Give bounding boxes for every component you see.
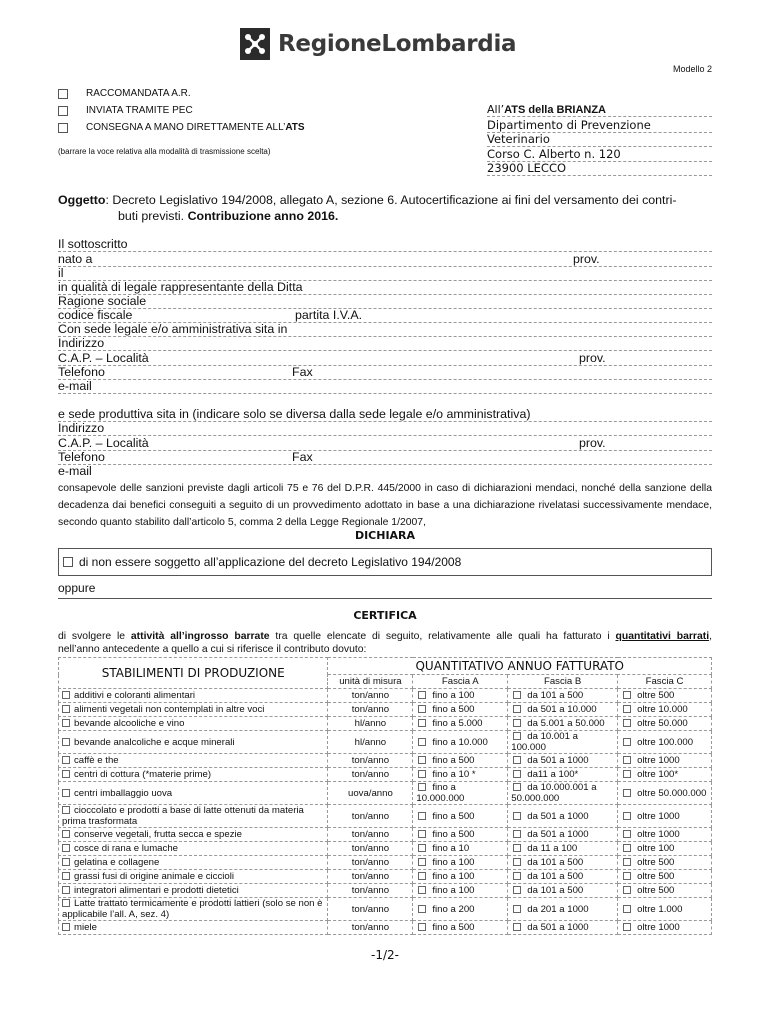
table-row: [59, 703, 712, 717]
checkbox[interactable]: [63, 557, 73, 567]
table-row: [59, 731, 712, 754]
checkbox[interactable]: [58, 89, 68, 99]
logo-text: RegioneLombardia: [278, 31, 517, 57]
fascia-b-option[interactable]: da 11 a 100: [508, 842, 618, 856]
checkbox[interactable]: [513, 691, 521, 699]
unita-cell: ton/anno: [328, 856, 413, 870]
stabilimento-checkbox[interactable]: bevande alcooliche e vino: [59, 717, 328, 731]
checkbox[interactable]: [623, 905, 631, 913]
fascia-a-option[interactable]: fino a 100: [413, 870, 508, 884]
checkbox[interactable]: [418, 905, 426, 913]
checkbox[interactable]: [513, 886, 521, 894]
table-row: [59, 717, 712, 731]
checkbox[interactable]: [418, 705, 426, 713]
fascia-a-option[interactable]: fino a 500: [413, 703, 508, 717]
fascia-b-option[interactable]: da 101 a 500: [508, 689, 618, 703]
fascia-c-option[interactable]: oltre 100*: [618, 768, 712, 782]
stabilimento-checkbox[interactable]: centri imballaggio uova: [59, 782, 328, 805]
checkbox[interactable]: [62, 923, 70, 931]
fax-label: Fax: [292, 450, 313, 464]
fascia-b-option[interactable]: da 101 a 500: [508, 870, 618, 884]
stabilimento-checkbox[interactable]: grassi fusi di origine animale e ciccioli: [59, 870, 328, 884]
checkbox[interactable]: [418, 812, 426, 820]
stabilimento-checkbox[interactable]: cosce di rana e lumache: [59, 842, 328, 856]
fascia-a-option[interactable]: fino a 500: [413, 921, 508, 935]
header-unita: unità di misura: [328, 675, 413, 689]
fascia-b-option[interactable]: da 501 a 1000: [508, 921, 618, 935]
checkbox[interactable]: [418, 886, 426, 894]
stabilimento-checkbox[interactable]: caffè e the: [59, 754, 328, 768]
fascia-c-option[interactable]: oltre 50.000: [618, 717, 712, 731]
stabilimento-checkbox[interactable]: gelatina e collagene: [59, 856, 328, 870]
checkbox[interactable]: [513, 770, 521, 778]
field-telefono-2[interactable]: Telefono Fax: [58, 450, 712, 465]
fascia-b-option[interactable]: da 10.000.001 a 50.000.000: [508, 782, 618, 805]
fascia-a-option[interactable]: fino a 200: [413, 898, 508, 921]
fascia-b-option[interactable]: da11 a 100*: [508, 768, 618, 782]
unita-cell: hl/anno: [328, 717, 413, 731]
unita-cell: uova/anno: [328, 782, 413, 805]
fascia-c-option[interactable]: oltre 1000: [618, 921, 712, 935]
consapevole-text: consapevole delle sanzioni previste dagli articoli 75 e 76 del D.P.R. 445/2000 in caso di dichiarazioni mendaci, nonché della sanzione della decadenza dai benefici conseguiti a seguito di un provvedimento adottato in base a una dichiarazione rivelatasi successivamente mendace, secondo quanto stabilito dall’articolo 5, comma 2 della Legge Regionale 1/2007,: [58, 483, 712, 528]
header-fascia-a: Fascia A: [413, 675, 508, 689]
fascia-a-option[interactable]: fino a 10: [413, 842, 508, 856]
field-indirizzo-2[interactable]: Indirizzo: [58, 421, 712, 436]
checkbox[interactable]: [62, 691, 70, 699]
fascia-c-option[interactable]: oltre 1000: [618, 805, 712, 828]
checkbox[interactable]: [58, 106, 68, 116]
unita-cell: ton/anno: [328, 805, 413, 828]
checkbox[interactable]: [513, 732, 521, 740]
stabilimento-checkbox[interactable]: integratori alimentari e prodotti dietetici: [59, 884, 328, 898]
table-row: [59, 689, 712, 703]
field-ragione-sociale[interactable]: Ragione sociale: [58, 294, 712, 309]
checkbox[interactable]: [623, 719, 631, 727]
checkbox[interactable]: [623, 830, 631, 838]
dichiara-heading: DICHIARA: [354, 529, 416, 542]
table-row: [59, 856, 712, 870]
field-qualita[interactable]: in qualità di legale rappresentante della Ditta: [58, 280, 712, 295]
field-email-2[interactable]: e-mail: [58, 464, 92, 478]
checkbox[interactable]: [62, 830, 70, 838]
field-sottoscritto[interactable]: Il sottoscritto: [58, 237, 712, 252]
table-row: [59, 828, 712, 842]
header-fascia-c: Fascia C: [618, 675, 712, 689]
fascia-a-option[interactable]: fino a 500: [413, 828, 508, 842]
unita-cell: ton/anno: [328, 689, 413, 703]
fascia-a-option[interactable]: fino a 10.000.000: [413, 782, 508, 805]
field-sede-legale[interactable]: Con sede legale e/o amministrativa sita in: [58, 322, 712, 337]
checkbox[interactable]: [513, 812, 521, 820]
checkbox[interactable]: [623, 872, 631, 880]
stabilimenti-table: [58, 657, 712, 935]
checkbox[interactable]: [418, 691, 426, 699]
field-sede-produttiva[interactable]: e sede produttiva sita in (indicare solo se diversa dalla sede legale e/o amministrativa): [58, 407, 712, 422]
fascia-c-option[interactable]: oltre 500: [618, 689, 712, 703]
checkbox[interactable]: [62, 886, 70, 894]
checkbox[interactable]: [62, 738, 70, 746]
checkbox[interactable]: [418, 756, 426, 764]
checkbox[interactable]: [418, 719, 426, 727]
fascia-c-option[interactable]: oltre 500: [618, 884, 712, 898]
option-pec[interactable]: INVIATA TRAMITE PEC: [58, 105, 193, 116]
recipient-line: Dipartimento di Prevenzione: [487, 118, 712, 133]
field-email[interactable]: e-mail: [58, 379, 712, 394]
modello-label: Modello 2: [672, 64, 712, 74]
unita-cell: ton/anno: [328, 842, 413, 856]
table-row: [59, 870, 712, 884]
table-row: [59, 805, 712, 828]
checkbox[interactable]: [62, 789, 70, 797]
recipient-line: Corso C. Alberto n. 120: [487, 147, 712, 162]
checkbox[interactable]: [418, 770, 426, 778]
checkbox[interactable]: [418, 923, 426, 931]
checkbox[interactable]: [418, 783, 426, 791]
checkbox[interactable]: [418, 858, 426, 866]
unita-cell: ton/anno: [328, 884, 413, 898]
stabilimento-checkbox[interactable]: miele: [59, 921, 328, 935]
checkbox[interactable]: [62, 872, 70, 880]
dichiara-option[interactable]: di non essere soggetto all’applicazione del decreto Legislativo 194/2008: [58, 548, 712, 576]
checkbox[interactable]: [62, 719, 70, 727]
checkbox[interactable]: [513, 830, 521, 838]
checkbox[interactable]: [623, 844, 631, 852]
logo: [240, 26, 516, 62]
checkbox[interactable]: [623, 770, 631, 778]
unita-cell: ton/anno: [328, 768, 413, 782]
fascia-b-option[interactable]: da 501 a 10.000: [508, 703, 618, 717]
fascia-c-option[interactable]: oltre 100.000: [618, 731, 712, 754]
fascia-a-option[interactable]: fino a 500: [413, 805, 508, 828]
fascia-a-option[interactable]: fino a 10.000: [413, 731, 508, 754]
fascia-c-option[interactable]: oltre 100: [618, 842, 712, 856]
checkbox[interactable]: [418, 872, 426, 880]
oggetto: Oggetto: Decreto Legislativo 194/2008, allegato A, sezione 6. Autocertificazione ai fini del versamento dei contri- buti previsti. Contribuzione anno 2016.: [58, 193, 677, 223]
fascia-c-option[interactable]: oltre 10.000: [618, 703, 712, 717]
fascia-a-option[interactable]: fino a 10 *: [413, 768, 508, 782]
unita-cell: ton/anno: [328, 828, 413, 842]
unita-cell: ton/anno: [328, 703, 413, 717]
checkbox[interactable]: [418, 844, 426, 852]
checkbox[interactable]: [513, 705, 521, 713]
recipient-line: Veterinario: [487, 132, 712, 147]
stabilimento-checkbox[interactable]: bevande analcoliche e acque minerali: [59, 731, 328, 754]
fascia-c-option[interactable]: oltre 1000: [618, 754, 712, 768]
checkbox[interactable]: [62, 899, 70, 907]
stabilimento-checkbox[interactable]: Latte trattato termicamente e prodotti lattieri (solo se non è applicabile l’all. A, sez. 4): [59, 898, 328, 921]
fax-label: Fax: [292, 365, 313, 379]
field-cap-2[interactable]: C.A.P. – Località prov.: [58, 436, 712, 451]
checkbox[interactable]: [623, 789, 631, 797]
stabilimento-checkbox[interactable]: centri di cottura (*materie prime): [59, 768, 328, 782]
checkbox[interactable]: [62, 844, 70, 852]
checkbox[interactable]: [623, 738, 631, 746]
field-indirizzo[interactable]: Indirizzo: [58, 336, 712, 351]
checkbox[interactable]: [513, 858, 521, 866]
checkbox[interactable]: [62, 705, 70, 713]
certifica-heading: CERTIFICA: [353, 609, 417, 622]
fascia-b-option[interactable]: da 501 a 1000: [508, 754, 618, 768]
table-row: [59, 842, 712, 856]
fascia-c-option[interactable]: oltre 1.000: [618, 898, 712, 921]
fascia-a-option[interactable]: fino a 5.000: [413, 717, 508, 731]
option-raccomandata[interactable]: RACCOMANDATA A.R.: [58, 88, 191, 99]
fascia-b-option[interactable]: da 201 a 1000: [508, 898, 618, 921]
unita-cell: ton/anno: [328, 921, 413, 935]
fascia-c-option[interactable]: oltre 50.000.000: [618, 782, 712, 805]
stabilimento-checkbox[interactable]: additivi e coloranti alimentari: [59, 689, 328, 703]
fascia-b-option[interactable]: da 501 a 1000: [508, 805, 618, 828]
fascia-c-option[interactable]: oltre 500: [618, 856, 712, 870]
unita-cell: hl/anno: [328, 731, 413, 754]
certifica-text: di svolgere le attività all’ingrosso barrate tra quelle elencate di seguito, relativamente alle quali ha fatturato i quantitativi barrati, nell’anno antecedente a quello a cui si riferisce il contributo dovuto:: [58, 631, 712, 655]
fascia-c-option[interactable]: oltre 500: [618, 870, 712, 884]
header-stabilimenti: STABILIMENTI DI PRODUZIONE: [59, 658, 328, 689]
recipient-line: 23900 LECCO: [487, 161, 712, 176]
rosa-camuna-icon: [240, 28, 270, 60]
fascia-a-option[interactable]: fino a 100: [413, 689, 508, 703]
checkbox[interactable]: [513, 783, 521, 791]
table-row: [59, 782, 712, 805]
stabilimento-checkbox[interactable]: alimenti vegetali non contemplati in altre voci: [59, 703, 328, 717]
prov-label: prov.: [573, 252, 600, 266]
fascia-b-option[interactable]: da 101 a 500: [508, 884, 618, 898]
field-codice-fiscale[interactable]: codice fiscale partita I.V.A.: [58, 308, 712, 323]
checkbox[interactable]: [513, 756, 521, 764]
prov-label: prov.: [579, 351, 606, 365]
checkbox[interactable]: [623, 858, 631, 866]
checkbox[interactable]: [623, 705, 631, 713]
unita-cell: ton/anno: [328, 870, 413, 884]
checkbox[interactable]: [623, 691, 631, 699]
checkbox[interactable]: [62, 770, 70, 778]
checkbox[interactable]: [513, 905, 521, 913]
stabilimento-checkbox[interactable]: cioccolato e prodotti a base di latte ottenuti da materia prima trasformata: [59, 805, 328, 828]
checkbox[interactable]: [418, 738, 426, 746]
field-cap[interactable]: C.A.P. – Località prov.: [58, 351, 712, 366]
checkbox[interactable]: [513, 923, 521, 931]
delivery-note: (barrare la voce relativa alla modalità di trasmissione scelta): [58, 147, 271, 156]
field-telefono[interactable]: Telefono Fax: [58, 365, 712, 380]
unita-cell: ton/anno: [328, 754, 413, 768]
stabilimento-checkbox[interactable]: conserve vegetali, frutta secca e spezie: [59, 828, 328, 842]
header-fascia-b: Fascia B: [508, 675, 618, 689]
table-row: [59, 768, 712, 782]
fascia-a-option[interactable]: fino a 100: [413, 884, 508, 898]
checkbox[interactable]: [62, 806, 70, 814]
option-consegna-mano[interactable]: CONSEGNA A MANO DIRETTAMENTE ALL’ ATS: [58, 122, 305, 133]
table-row: [59, 754, 712, 768]
fascia-b-option[interactable]: da 10.001 a 100.000: [508, 731, 618, 754]
fascia-b-option[interactable]: da 501 a 1000: [508, 828, 618, 842]
field-nato-a[interactable]: nato a prov.: [58, 252, 712, 267]
fascia-c-option[interactable]: oltre 1000: [618, 828, 712, 842]
checkbox[interactable]: [513, 872, 521, 880]
page-number: -1/2-: [371, 948, 399, 962]
checkbox[interactable]: [623, 923, 631, 931]
checkbox[interactable]: [513, 719, 521, 727]
recipient-name: All’ATS della BRIANZA: [487, 103, 712, 117]
partita-iva-label: partita I.V.A.: [295, 308, 363, 322]
header-quantitativo: QUANTITATIVO ANNUO FATTURATO: [328, 658, 712, 675]
fascia-b-option[interactable]: da 5.001 a 50.000: [508, 717, 618, 731]
field-il[interactable]: il: [58, 266, 712, 281]
fascia-b-option[interactable]: da 101 a 500: [508, 856, 618, 870]
checkbox[interactable]: [623, 886, 631, 894]
checkbox[interactable]: [58, 123, 68, 133]
oppure-label: oppure: [58, 581, 712, 599]
fascia-a-option[interactable]: fino a 500: [413, 754, 508, 768]
table-row: [59, 884, 712, 898]
checkbox[interactable]: [418, 830, 426, 838]
table-row: [59, 921, 712, 935]
checkbox[interactable]: [62, 756, 70, 764]
checkbox[interactable]: [623, 812, 631, 820]
checkbox[interactable]: [623, 756, 631, 764]
checkbox[interactable]: [62, 858, 70, 866]
prov-label: prov.: [579, 436, 606, 450]
table-row: [59, 898, 712, 921]
checkbox[interactable]: [513, 844, 521, 852]
fascia-a-option[interactable]: fino a 100: [413, 856, 508, 870]
unita-cell: ton/anno: [328, 898, 413, 921]
